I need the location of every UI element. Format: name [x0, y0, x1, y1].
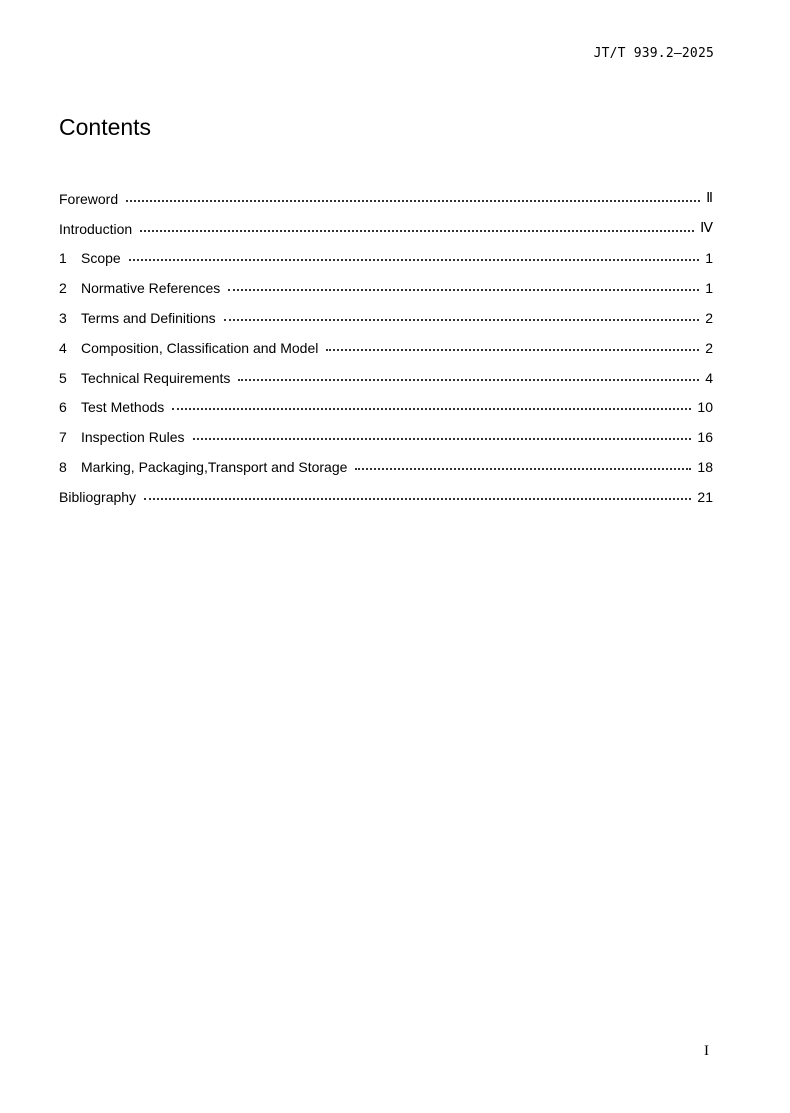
toc-entry-inspection-rules[interactable]	[59, 422, 713, 452]
standard-code: JT/T 939.2—2025	[593, 46, 714, 61]
toc-leader-dots	[193, 438, 692, 440]
toc-label: Technical Requirements	[81, 369, 231, 386]
toc-page-number: Ⅱ	[706, 191, 713, 207]
toc-label: Foreword	[59, 190, 119, 207]
toc-entry-terms-and-definitions[interactable]	[59, 303, 713, 333]
toc-leader-dots	[228, 289, 699, 291]
toc-page-number: Ⅳ	[700, 221, 713, 237]
toc-label: Introduction	[59, 220, 133, 237]
toc-label: Test Methods	[81, 399, 165, 416]
toc-entry-normative-references[interactable]	[59, 273, 713, 303]
toc-leader-dots	[238, 379, 699, 381]
toc-label: Normative References	[81, 280, 221, 297]
toc-label: Terms and Definitions	[81, 310, 216, 327]
toc-leader-dots	[126, 200, 700, 202]
toc-label: Composition, Classification and Model	[81, 339, 319, 356]
toc-entry-introduction[interactable]	[59, 214, 713, 244]
toc-section-number: 2	[59, 280, 67, 297]
toc-label: Bibliography	[59, 488, 137, 505]
toc-entry-technical-requirements[interactable]	[59, 363, 713, 393]
toc-entry-composition[interactable]	[59, 333, 713, 363]
toc-page-number: 16	[697, 429, 713, 446]
toc-page-number: 1	[705, 250, 713, 267]
toc-leader-dots	[326, 349, 699, 351]
toc-page-number: 4	[705, 369, 713, 386]
toc-page-number: 2	[705, 310, 713, 327]
toc-page-number: 18	[697, 459, 713, 476]
footer-page-number: I	[704, 1043, 709, 1059]
toc-section-number: 5	[59, 369, 67, 386]
toc-entry-bibliography[interactable]	[59, 482, 713, 512]
toc-entry-marking-packaging[interactable]	[59, 452, 713, 482]
toc-entry-foreword[interactable]	[59, 184, 713, 214]
toc-section-number: 3	[59, 310, 67, 327]
toc-label: Marking, Packaging,Transport and Storage	[81, 459, 348, 476]
toc-leader-dots	[140, 230, 694, 232]
toc-page-number: 21	[697, 488, 713, 505]
toc-label: Scope	[81, 250, 121, 267]
toc-label: Inspection Rules	[81, 429, 185, 446]
toc-leader-dots	[224, 319, 700, 321]
page-title: Contents	[59, 114, 152, 140]
toc-leader-dots	[355, 468, 691, 470]
toc-section-number: 6	[59, 399, 67, 416]
toc-section-number: 7	[59, 429, 67, 446]
table-of-contents	[59, 184, 713, 512]
toc-page-number: 2	[705, 339, 713, 356]
toc-section-number: 4	[59, 339, 67, 356]
toc-page-number: 1	[705, 280, 713, 297]
toc-leader-dots	[172, 408, 691, 410]
toc-entry-test-methods[interactable]	[59, 393, 713, 423]
toc-entry-scope[interactable]	[59, 244, 713, 274]
toc-leader-dots	[129, 259, 700, 261]
toc-leader-dots	[144, 498, 691, 500]
toc-section-number: 1	[59, 250, 67, 267]
toc-page-number: 10	[697, 399, 713, 416]
toc-section-number: 8	[59, 459, 67, 476]
